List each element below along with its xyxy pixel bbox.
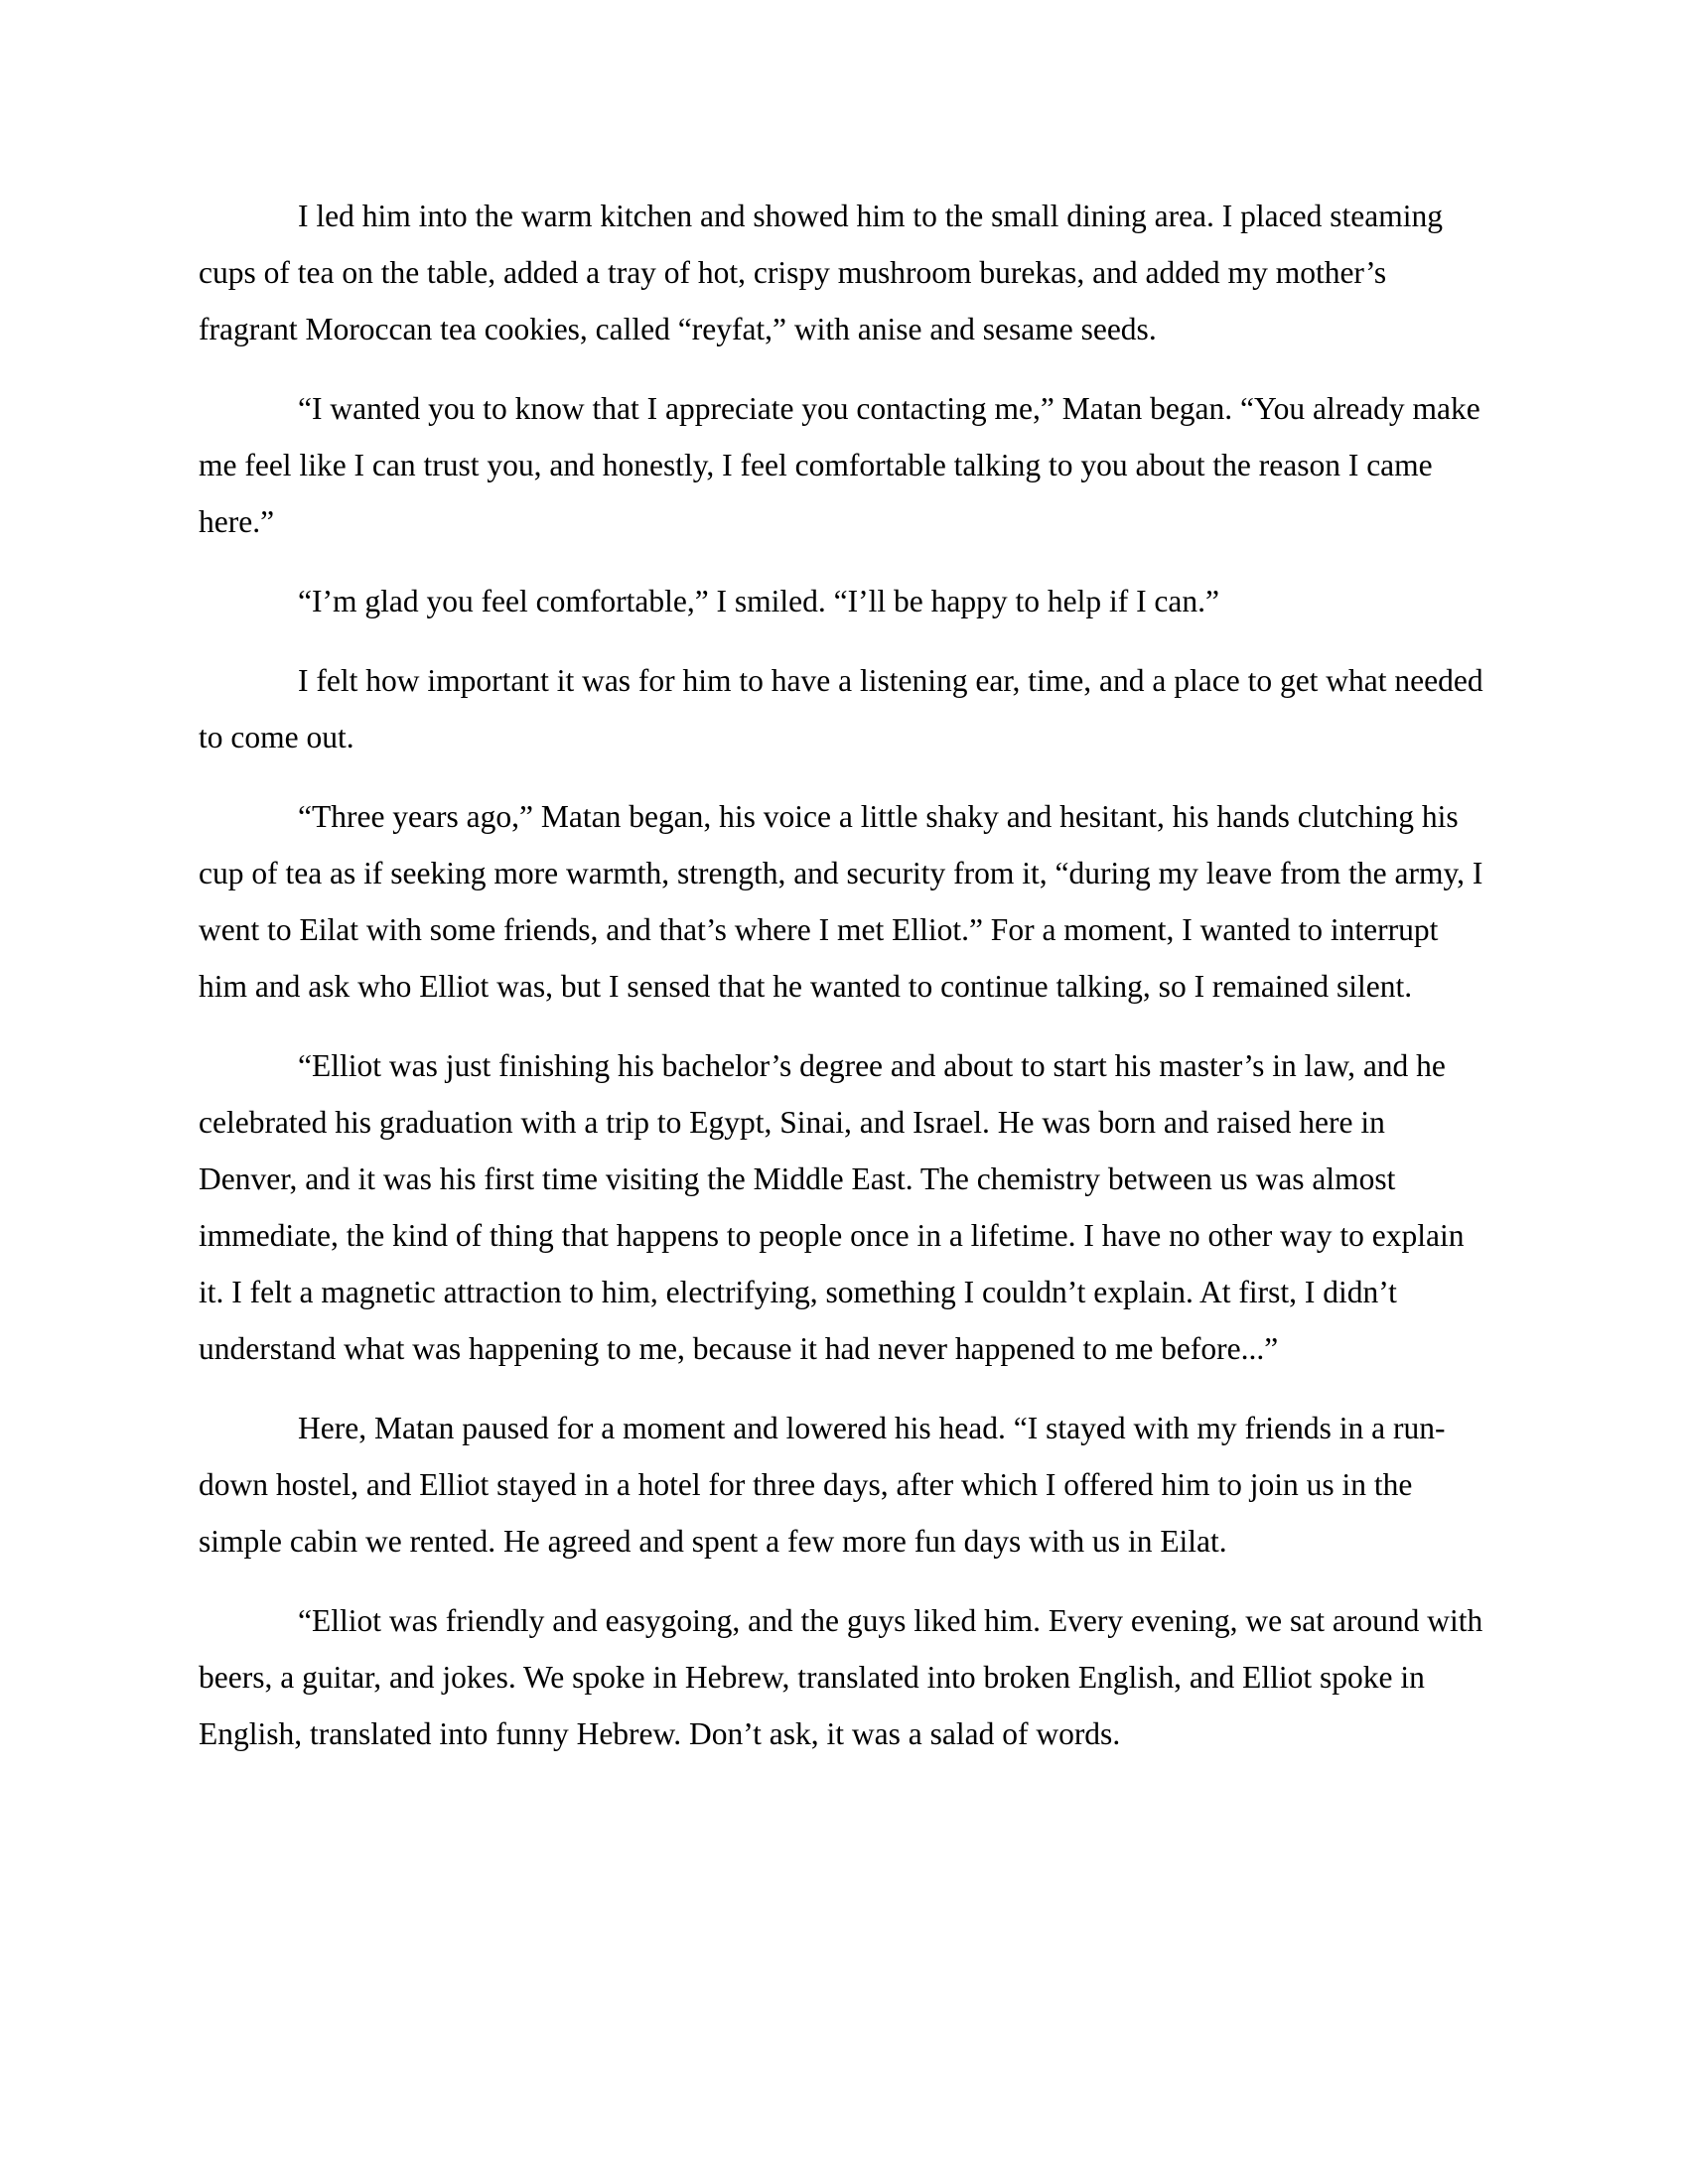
paragraph: I felt how important it was for him to have a listening ear, time, and a place to get what needed to come out. <box>199 663 1483 754</box>
paragraph: Here, Matan paused for a moment and lowered his head. “I stayed with my friends in a run-down hostel, and Elliot stayed in a hotel for three days, after which I offered him to join us in the simple cabin we rented. He agreed and spent a few more fun days with us in Eilat. <box>199 1411 1446 1559</box>
paragraph: I led him into the warm kitchen and showed him to the small dining area. I placed steaming cups of tea on the table, added a tray of hot, crispy mushroom burekas, and added my mother’s fragrant Moroccan tea cookies, called “reyfat,” with anise and sesame seeds. <box>199 199 1443 346</box>
paragraph: “I’m glad you feel comfortable,” I smiled. “I’ll be happy to help if I can.” <box>298 584 1220 618</box>
paragraph: “Three years ago,” Matan began, his voice a little shaky and hesitant, his hands clutching his cup of tea as if seeking more warmth, strength, and security from it, “during my leave from the army, I went to Eilat with some friends, and that’s where I met Elliot.” For a moment, I wanted to interrupt him and ask who Elliot was, but I sensed that he wanted to continue talking, so I remained silent. <box>199 799 1483 1004</box>
paragraph: “I wanted you to know that I appreciate you contacting me,” Matan began. “You already make me feel like I can trust you, and honestly, I feel comfortable talking to you about the reason I came here.” <box>199 391 1480 539</box>
paragraph: “Elliot was just finishing his bachelor’s degree and about to start his master’s in law, and he celebrated his graduation with a trip to Egypt, Sinai, and Israel. He was born and raised here in Denver, and it was his first time visiting the Middle East. The chemistry between us was almost immediate, the kind of thing that happens to people once in a lifetime. I have no other way to explain it. I felt a magnetic attraction to him, electrifying, something I couldn’t explain. At first, I didn’t understand what was happening to me, because it had never happened to me before...” <box>199 1048 1465 1366</box>
paragraph: “Elliot was friendly and easygoing, and the guys liked him. Every evening, we sat around with beers, a guitar, and jokes. We spoke in Hebrew, translated into broken English, and Elliot spoke in English, translated into funny Hebrew. Don’t ask, it was a salad of words. <box>199 1603 1483 1751</box>
document-page <box>199 188 1485 1785</box>
